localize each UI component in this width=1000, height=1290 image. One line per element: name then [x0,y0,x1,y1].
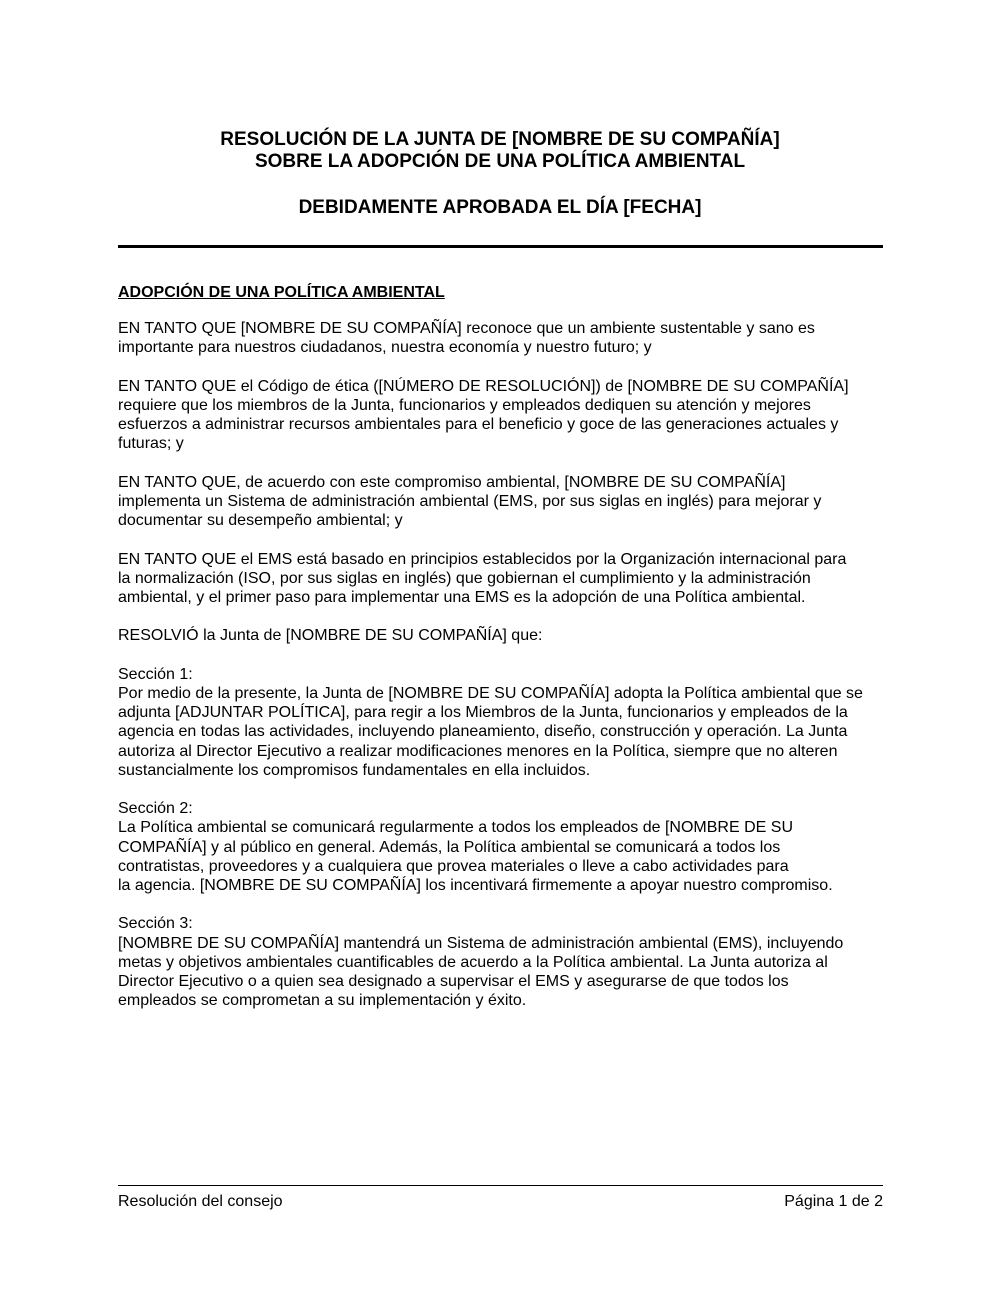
paragraph-line: documentar su desempeño ambiental; y [118,512,403,530]
paragraph [118,319,888,357]
footer-title: Resolución del consejo [118,1193,283,1210]
page-number: Página 1 de 2 [784,1193,883,1210]
paragraph-line: Director Ejecutivo o a quien sea designado a supervisar el EMS y asegurarse de que todos los [118,973,789,990]
paragraph [118,377,888,454]
title-line-1: RESOLUCIÓN DE LA JUNTA DE [NOMBRE DE SU COMPAÑÍA] [220,129,780,150]
paragraph [118,626,888,645]
document-subtitle: DEBIDAMENTE APROBADA EL DÍA [FECHA] [298,197,702,218]
paragraph [118,914,888,1010]
paragraph-line: importante para nuestros ciudadanos, nuestra economía y nuestro futuro; y [118,339,652,357]
paragraph-line: Sección 1: [118,665,193,683]
paragraph-line: futuras; y [118,435,184,453]
paragraph-line: Sección 2: [118,800,193,818]
paragraph [118,799,888,895]
header-divider [118,245,883,248]
paragraph-line: EN TANTO QUE el EMS está basado en principios establecidos por la Organización internacional para [118,550,847,568]
paragraph-line: ambiental, y el primer paso para implementar una EMS es la adopción de una Política ambiental. [118,589,806,606]
paragraph [118,550,888,608]
title-line-2: SOBRE LA ADOPCIÓN DE UNA POLÍTICA AMBIENTAL [254,151,746,172]
paragraph-line: autoriza al Director Ejecutivo a realizar modificaciones menores en la Política, siempre que no alteren [118,742,838,760]
paragraph-line: Por medio de la presente, la Junta de [NOMBRE DE SU COMPAÑÍA] adopta la Política ambiental que se [118,684,863,702]
paragraph-line: EN TANTO QUE [NOMBRE DE SU COMPAÑÍA] reconoce que un ambiente sustentable y sano es [118,320,815,338]
document-body [118,283,888,1030]
paragraph [118,665,888,780]
paragraph-line: sustancialmente los compromisos fundamentales en ella incluidos. [118,761,591,779]
paragraph-line: EN TANTO QUE, de acuerdo con este compromiso ambiental, [NOMBRE DE SU COMPAÑÍA] [118,473,786,491]
paragraph-line: implementa un Sistema de administración ambiental (EMS, por sus siglas en inglés) para mejorar y [118,493,822,510]
paragraph-line: Sección 3: [118,915,193,933]
page-footer [118,1192,883,1211]
document-title [0,129,1000,173]
paragraph-line: agencia en todas las actividades, incluyendo planeamiento, diseño, construcción y operación. La Junta [118,723,848,741]
paragraph-line: contratistas, proveedores y a cualquiera que provea materiales o lleve a cabo actividades para [118,857,789,875]
paragraph-line: [NOMBRE DE SU COMPAÑÍA] mantendrá un Sistema de administración ambiental (EMS), incluyendo [118,934,844,952]
paragraph-line: EN TANTO QUE el Código de ética ([NÚMERO DE RESOLUCIÓN]) de [NOMBRE DE SU COMPAÑÍA] [118,377,849,395]
paragraph-line: empleados se comprometan a su implementación y éxito. [118,992,527,1010]
footer-divider [118,1185,883,1186]
paragraph-line: la agencia. [NOMBRE DE SU COMPAÑÍA] los incentivará firmemente a apoyar nuestro compromiso. [118,877,833,894]
paragraph-line: requiere que los miembros de la Junta, funcionarios y empleados dediquen su atención y mejores [118,397,811,414]
paragraph-line: RESOLVIÓ la Junta de [NOMBRE DE SU COMPAÑÍA] que: [118,627,543,645]
paragraph [118,473,888,531]
section-heading: ADOPCIÓN DE UNA POLÍTICA AMBIENTAL [118,284,445,301]
paragraph-line: adjunta [ADJUNTAR POLÍTICA], para regir a los Miembros de la Junta, funcionarios y empleados de la [118,704,848,722]
paragraph-line: esfuerzos a administrar recursos ambientales para el beneficio y goce de las generaciones actuales y [118,416,839,434]
paragraph-line: la normalización (ISO, por sus siglas en inglés) que gobiernan el cumplimiento y la administración [118,569,811,587]
paragraph-line: COMPAÑÍA] y al público en general. Además, la Política ambiental se comunicará a todos los [118,838,781,856]
paragraph-line: La Política ambiental se comunicará regularmente a todos los empleados de [NOMBRE DE SU [118,819,793,837]
paragraph-line: metas y objetivos ambientales cuantificables de acuerdo a la Política ambiental. La Junta autoriza al [118,953,828,971]
